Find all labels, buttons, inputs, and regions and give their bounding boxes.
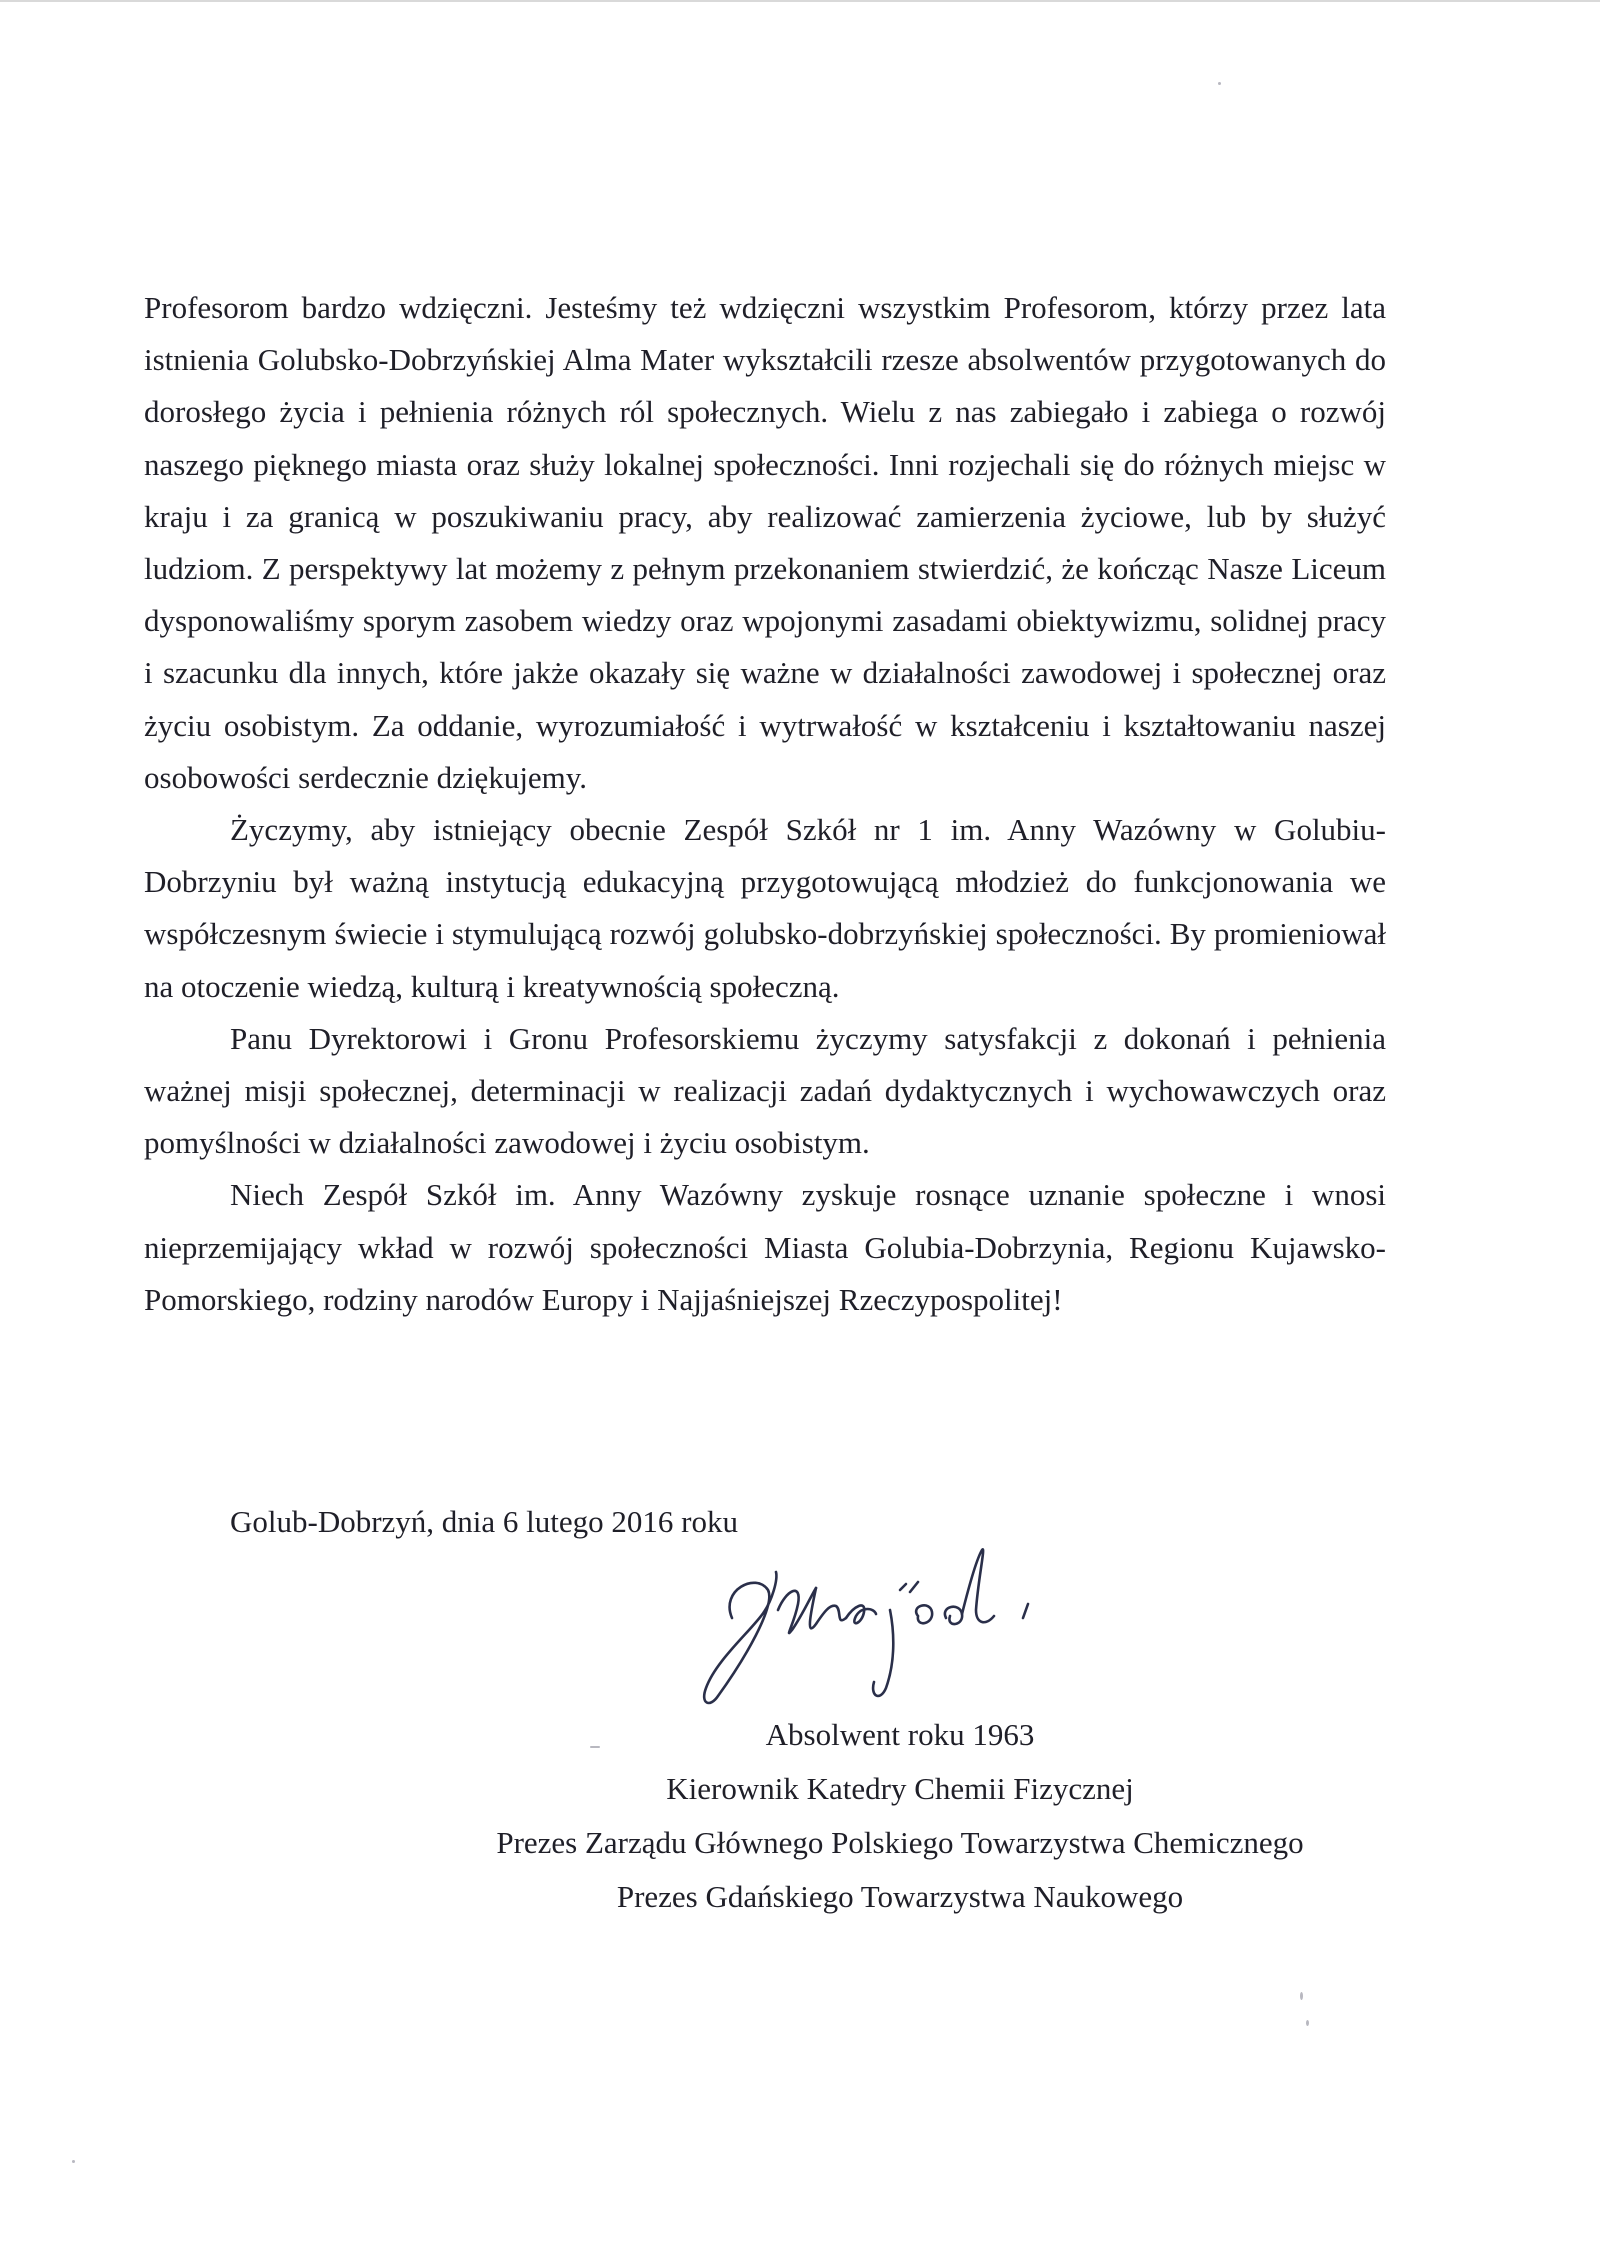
- paragraph-thanks: Profesorom bardzo wdzięczni. Jesteśmy też wdzięczni wszystkim Profesorom, którzy przez lata istnienia Golubsko-Dobrzyńskiej Alma Mater wykształcili rzesze absolwentów przygotowanych do dorosłego życia i pełnienia różnych ról społecznych. Wielu z nas zabiegało i zabiega o rozwój naszego pięknego miasta oraz służy lokalnej społeczności. Inni rozjechali się do różnych miejsc w kraju i za granicą w poszukiwaniu pracy, aby realizować zamierzenia życiowe, lub by służyć ludziom. Z perspektywy lat możemy z pełnym przekonaniem stwierdzić, że kończąc Nasze Liceum dysponowaliśmy sporym zasobem wiedzy oraz wpojonymi zasadami obiektywizmu, solidnej pracy i szacunku dla innych, które jakże okazały się ważne w działalności zawodowej i społecznej oraz życiu osobistym. Za oddanie, wyrozumiałość i wytrwałość w kształceniu i kształtowaniu naszej osobowości serdecznie dziękujemy.: [144, 290, 1386, 795]
- letter-body: [144, 282, 1386, 1326]
- signatory-line-graduate: Absolwent roku 1963: [765, 1717, 1035, 1752]
- place-and-date: Golub-Dobrzyń, dnia 6 lutego 2016 roku: [230, 1504, 738, 1539]
- scan-speck: [590, 1746, 600, 1748]
- scan-speck: [72, 2160, 75, 2163]
- paragraph-closing: Niech Zespół Szkół im. Anny Wazówny zyskuje rosnące uznanie społeczne i wnosi nieprzemijający wkład w rozwój społeczności Miasta Golubia-Dobrzynia, Regionu Kujawsko-Pomorskiego, rodziny narodów Europy i Najjaśniejszej Rzeczypospolitej!: [144, 1177, 1386, 1317]
- signatory-line-society: Prezes Zarządu Głównego Polskiego Towarzystwa Chemicznego: [496, 1825, 1304, 1860]
- paragraph-wishes-school: Życzymy, aby istniejący obecnie Zespół Szkół nr 1 im. Anny Wazówny w Golubiu-Dobrzyniu był ważną instytucją edukacyjną przygotowującą młodzież do funkcjonowania we współczesnym świecie i stymulującą rozwój golubsko-dobrzyńskiej społeczności. By promieniował na otoczenie wiedzą, kulturą i kreatywnością społeczną.: [144, 812, 1386, 1004]
- scan-speck: [1218, 82, 1221, 85]
- scan-top-edge: [0, 0, 1600, 2]
- signatory-line-academy: Prezes Gdańskiego Towarzystwa Naukowego: [616, 1879, 1184, 1914]
- handwritten-signature-icon: [660, 1520, 1080, 1720]
- signatory-line-department: Kierownik Katedry Chemii Fizycznej: [666, 1771, 1134, 1806]
- scan-speck: [1306, 2020, 1309, 2026]
- signatory-block: [400, 1708, 1400, 1924]
- scan-speck: [1300, 1992, 1303, 2000]
- paragraph-wishes-director: Panu Dyrektorowi i Gronu Profesorskiemu życzymy satysfakcji z dokonań i pełnienia ważnej misji społecznej, determinacji w realizacji zadań dydaktycznych i wychowawczych oraz pomyślności w działalności zawodowej i życiu osobistym.: [144, 1020, 1386, 1161]
